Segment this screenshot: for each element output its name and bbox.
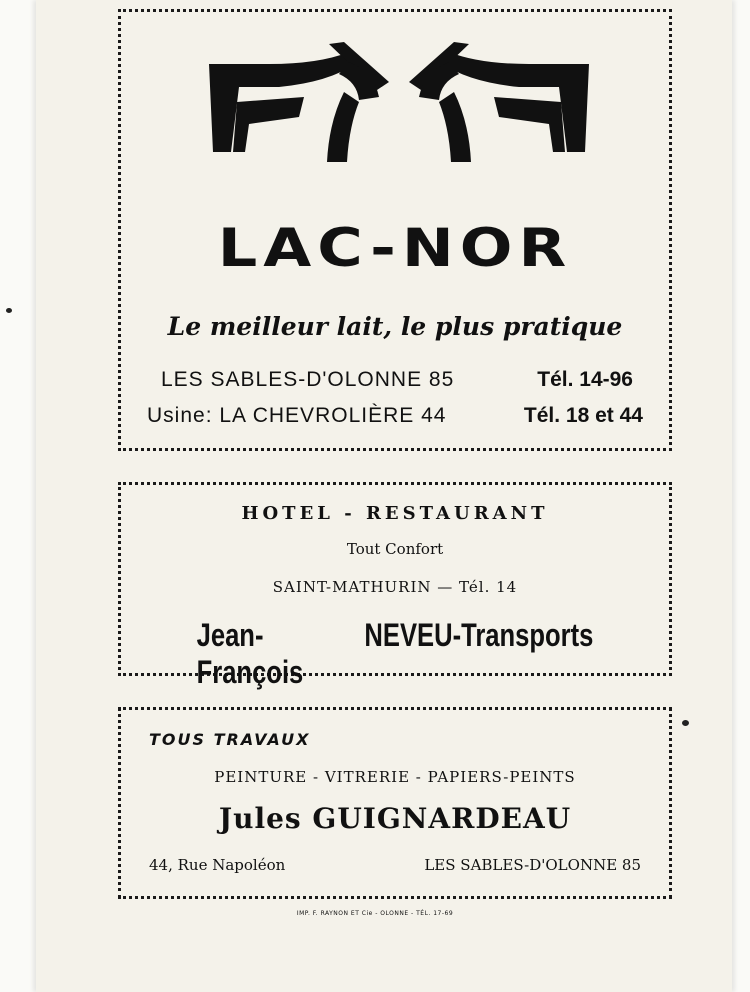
hotel-title: HOTEL - RESTAURANT — [241, 503, 549, 524]
ink-speck — [6, 308, 12, 313]
owner-name: Jules GUIGNARDEAU — [218, 802, 572, 835]
street-address: 44, Rue Napoléon — [149, 856, 286, 874]
ad-lac-nor — [118, 9, 672, 451]
phone-sables: Tél. 14-96 — [537, 368, 633, 391]
ad-guignardeau — [118, 707, 672, 899]
business-type: Transports — [461, 617, 594, 653]
ink-speck — [682, 720, 689, 726]
address-line-2 — [147, 404, 643, 428]
lac-nor-logo-icon — [209, 42, 589, 172]
last-name: NEVEU — [364, 617, 453, 653]
slogan: Le meilleur lait, le plus pratique — [167, 312, 623, 341]
address-line-1 — [161, 368, 633, 392]
ad-hotel-restaurant — [118, 482, 672, 690]
first-name: Jean-François — [196, 617, 304, 690]
hotel-subtitle: Tout Confort — [346, 540, 444, 558]
separator-dash: - — [452, 617, 462, 653]
brand-title: LAC-NOR — [217, 216, 573, 279]
phone-factory: Tél. 18 et 44 — [523, 404, 643, 427]
services: PEINTURE - VITRERIE - PAPIERS-PEINTS — [214, 768, 576, 786]
hotel-location: SAINT-MATHURIN — Tél. 14 — [272, 578, 518, 596]
address-sables: LES SABLES-D'OLONNE 85 — [161, 368, 455, 391]
printer-imprint: IMP. F. RAYNON ET Cie - OLONNE - TÉL. 17-69 — [296, 910, 454, 917]
tagline: TOUS TRAVAUX — [149, 730, 311, 749]
city-address: LES SABLES-D'OLONNE 85 — [424, 856, 641, 874]
address-factory: Usine: LA CHEVROLIÈRE 44 — [147, 404, 447, 427]
transport-name-line — [197, 617, 594, 691]
